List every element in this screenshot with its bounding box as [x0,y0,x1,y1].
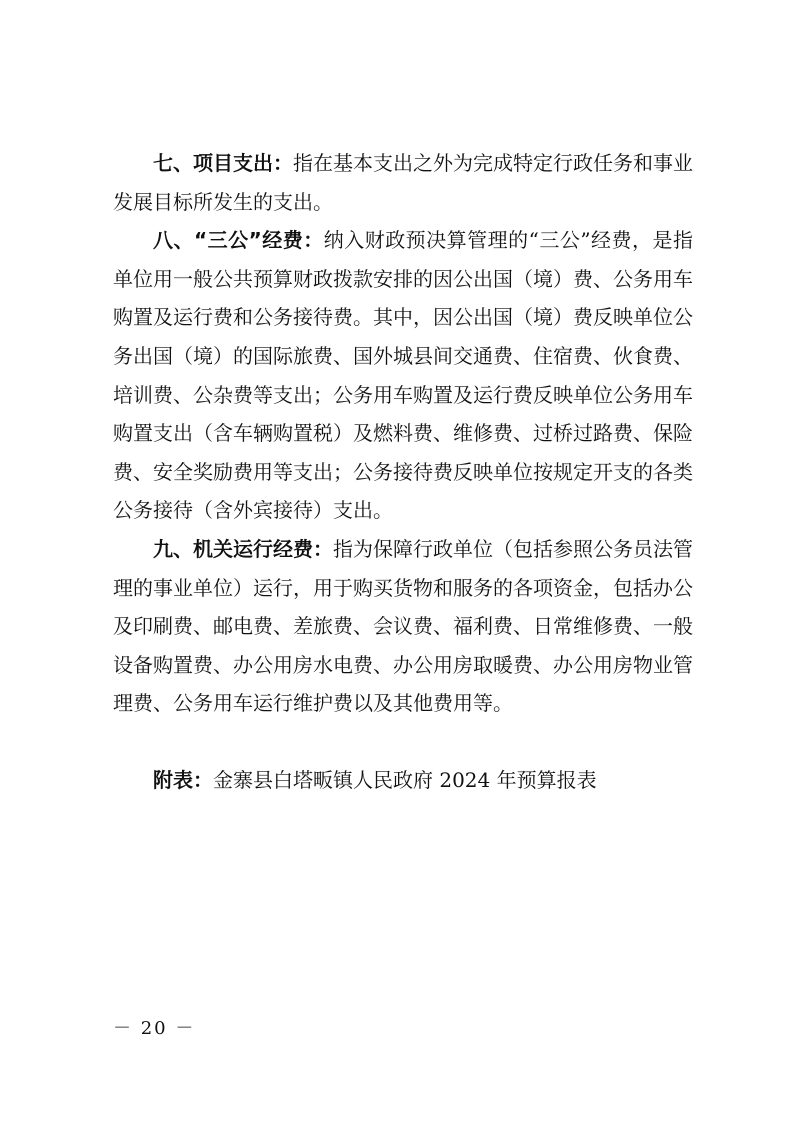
definition-paragraph-three-public-expenses [113,221,693,530]
term-project-expenditure: 七、项目支出： [153,151,293,175]
definition-text-agency-operating-funds: 指为保障行政单位（包括参照公务员法管理的事业单位）运行，用于购买货物和服务的各项资金，包括办公及印刷费、邮电费、差旅费、会议费、福利费、日常维修费、一般设备购置费、办公用房水电费、办公用房取暖费、办公用房物业管理费、公务用车运行维护费以及其他费用等。 [113,536,693,716]
definition-paragraph-project-expenditure [113,144,693,221]
term-three-public-expenses: 八、“三公”经费： [153,228,324,253]
definition-text-project-expenditure: 指在基本支出之外为完成特定行政任务和事业发展目标所发生的支出。 [113,151,693,214]
attachment-label: 附表： [153,767,213,792]
attachment-title: 金寨县白塔畈镇人民政府 2024 年预算报表 [213,767,597,792]
definition-paragraph-agency-operating-funds [113,530,693,723]
term-agency-operating-funds: 九、机关运行经费： [153,536,333,561]
definition-text-three-public-expenses: 纳入财政预决算管理的“三公”经费，是指单位用一般公共预算财政拨款安排的因公出国（境）费、公务用车购置及运行费和公务接待费。其中，因公出国（境）费反映单位公务出国（境）的国际旅费、国外城县间交通费、住宿费、伙食费、培训费、公杂费等支出；公务用车购置及运行费反映单位公务用车购置支出（含车辆购置税）及燃料费、维修费、过桥过路费、保险费、安全奖励费用等支出；公务接待费反映单位按规定开支的各类公务接待（含外宾接待）支出。 [113,228,694,523]
document-body [113,144,693,800]
page-number: － 20 － [113,1018,196,1039]
attachment-line [113,761,693,800]
